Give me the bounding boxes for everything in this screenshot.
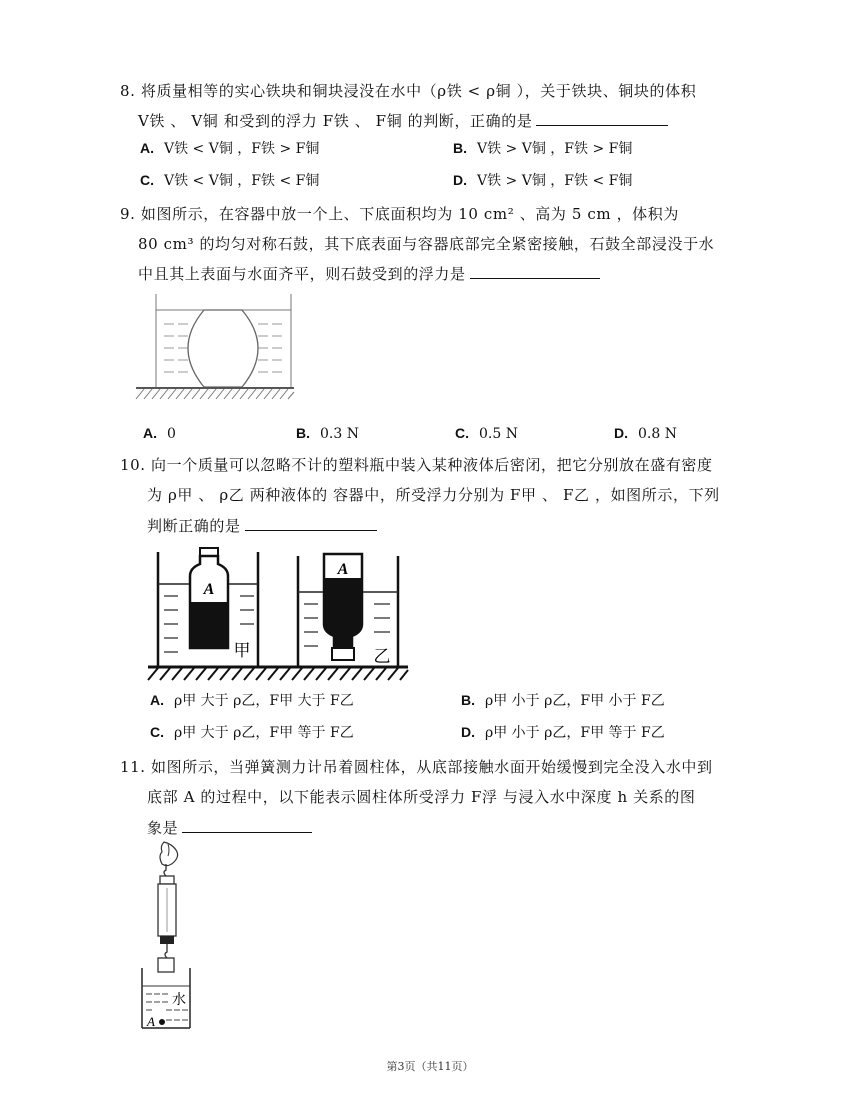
option-label: B.	[296, 425, 310, 441]
q8-line1: 8. 将质量相等的实心铁块和铜块浸没在水中（ρ铁 < ρ铜 ），关于铁块、铜块的体积	[120, 82, 697, 100]
q10-line1: 10. 向一个质量可以忽略不计的塑料瓶中装入某种液体后密闭，把它分别放在盛有密度	[120, 456, 713, 474]
option-text: ρ甲 大于 ρ乙，F甲 等于 F乙	[174, 725, 354, 741]
q8-option-c[interactable]	[140, 170, 319, 191]
option-text: ρ甲 小于 ρ乙，F甲 等于 F乙	[485, 725, 665, 741]
q8-answer-blank	[536, 109, 668, 126]
q8-option-b[interactable]	[453, 138, 632, 159]
bottle-figure	[146, 544, 410, 684]
option-label: A.	[143, 425, 157, 441]
left-liquid-label: 甲	[233, 641, 251, 661]
option-text: V铁 > V铜 ，F铁 > F铜	[477, 141, 633, 157]
option-label: D.	[453, 172, 467, 188]
option-label: B.	[461, 692, 475, 708]
q9-line2: 80 cm³ 的均匀对称石鼓，其下底表面与容器底部完全紧密接触，石鼓全部浸没于水	[138, 235, 715, 253]
right-bottle-label: A	[337, 561, 349, 578]
q10-option-d[interactable]	[461, 722, 665, 743]
option-label: D.	[461, 724, 475, 740]
option-text: 0.3 N	[320, 426, 359, 442]
q8-option-a[interactable]	[140, 138, 319, 159]
q8-option-d[interactable]	[453, 170, 632, 191]
q9-line3-text: 中且其上表面与水面齐平，则石鼓受到的浮力是	[138, 265, 466, 283]
q10-option-a[interactable]	[150, 690, 354, 711]
q10-line2: 为 ρ甲 、 ρ乙 两种液体的 容器中，所受浮力分别为 F甲 、 F乙 ，如图所示，下列	[147, 486, 720, 504]
q11-answer-blank	[182, 816, 312, 833]
option-label: C.	[455, 425, 469, 441]
option-text: 0.8 N	[638, 426, 677, 442]
q9-option-a[interactable]	[143, 423, 176, 444]
q11-line3-text: 象是	[147, 819, 179, 837]
q10-option-c[interactable]	[150, 722, 354, 743]
q10-line3	[147, 514, 377, 537]
left-bottle-label: A	[203, 581, 215, 598]
water-label: 水	[172, 992, 186, 1008]
q9-line3	[138, 262, 600, 285]
q9-answer-blank	[470, 262, 600, 279]
spring-scale-figure	[138, 840, 198, 1034]
q9-option-c[interactable]	[455, 423, 518, 444]
option-label: A.	[140, 140, 154, 156]
q10-option-b[interactable]	[461, 690, 665, 711]
option-text: 0	[167, 426, 176, 442]
q10-answer-blank	[245, 514, 377, 531]
option-text: ρ甲 小于 ρ乙，F甲 小于 F乙	[485, 693, 665, 709]
cylinder	[158, 958, 174, 972]
q8-line2-text: V铁 、 V铜 和受到的浮力 F铁 、 F铜 的判断，正确的是	[138, 112, 533, 130]
q9-line1: 9. 如图所示，在容器中放一个上、下底面积均为 10 cm² 、高为 5 cm ，体积为	[120, 205, 679, 223]
q11-line2: 底部 A 的过程中，以下能表示圆柱体所受浮力 F浮 与浸入水中深度 h 关系的图	[147, 788, 696, 806]
stone-drum-figure	[134, 292, 296, 406]
option-text: V铁 < V铜 ，F铁 < F铜	[164, 173, 320, 189]
page-footer: 第3页（共11页）	[386, 1060, 474, 1073]
option-text: V铁 < V铜 ，F铁 > F铜	[164, 141, 320, 157]
option-label: A.	[150, 692, 164, 708]
q11-line3	[147, 816, 312, 839]
q8-line2	[138, 109, 668, 132]
option-label: C.	[140, 172, 154, 188]
point-a-label: A	[147, 1014, 155, 1029]
option-label: B.	[453, 140, 467, 156]
right-liquid-label: 乙	[373, 647, 391, 667]
option-text: 0.5 N	[479, 426, 518, 442]
option-label: D.	[614, 425, 628, 441]
q10-line3-text: 判断正确的是	[147, 517, 241, 535]
option-label: C.	[150, 724, 164, 740]
stone-drum	[188, 310, 258, 387]
q11-line1: 11. 如图所示，当弹簧测力计吊着圆柱体，从底部接触水面开始缓慢到完全没入水中到	[120, 758, 713, 776]
q9-option-b[interactable]	[296, 423, 359, 444]
option-text: V铁 > V铜 ，F铁 < F铜	[477, 173, 633, 189]
point-a-dot	[159, 1019, 165, 1025]
option-text: ρ甲 大于 ρ乙，F甲 大于 F乙	[174, 693, 354, 709]
q9-option-d[interactable]	[614, 423, 677, 444]
